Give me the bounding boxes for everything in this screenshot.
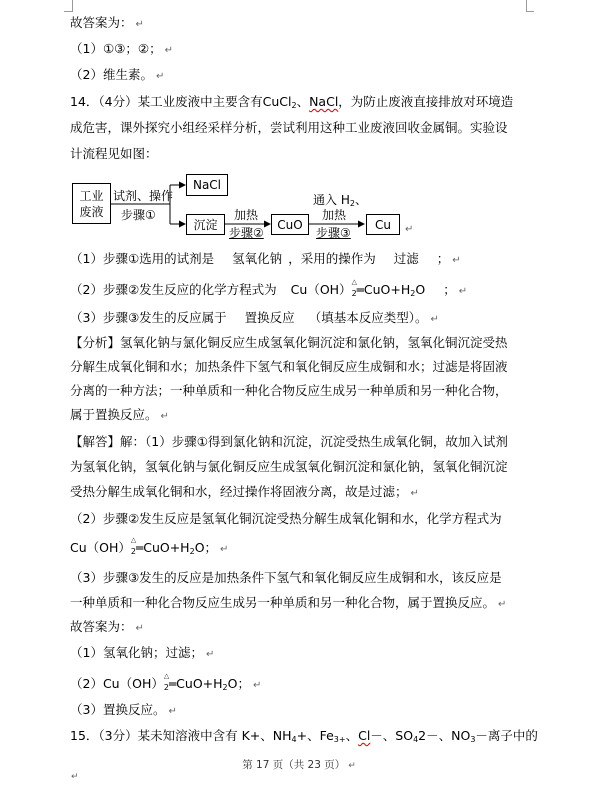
heating-equals-sign: △ $_2$═	[130, 536, 144, 556]
answer-step1: （1）步骤①选用的试剂是 氢氧化钠 ，采用的操作为 过滤 ； ↵	[70, 251, 461, 266]
paragraph-mark-icon: ↵	[160, 411, 169, 422]
analysis-line: 【分析】氢氧化钠与氯化铜反应生成氢氧化铜沉淀和氯化钠，氢氧化铜沉淀受热	[70, 335, 508, 350]
heating-equals-sign: △ $_2$═	[351, 278, 364, 298]
paragraph-mark-icon: ↵	[452, 255, 461, 266]
solution-line: 一种单质和一种化合物反应生成另一种单质和另一种化合物，属于置换反应。 ↵	[70, 595, 507, 610]
solution-equation: Cu（OH） △ $_2═CuO+H_2O$； ↵	[70, 539, 228, 561]
text-line: 计流程见如图：	[70, 146, 158, 161]
final-answer-3: （3）置换反应。 ↵	[70, 702, 177, 717]
solution-line: 受热分解生成氧化铜和水，经过操作将固液分离，故是过滤； ↵	[70, 484, 419, 499]
page-footer: 第 17 页（共 23 页） ↵	[242, 759, 356, 771]
text-line: 成危害，课外探究小组经采样分析，尝试利用这种工业废液回收金属铜。实验设	[70, 120, 508, 135]
solution-line: 为氢氧化钠，氢氧化钠与氯化铜反应生成氢氧化铜沉淀和氯化钠，氢氧化铜沉淀	[70, 459, 508, 474]
solution-line: 【解答】解：（1）步骤①得到氯化钠和沉淀，沉淀受热生成氧化铜，故加入试剂	[70, 434, 508, 449]
step3-label: 步骤③	[316, 226, 351, 240]
question-14-title: 14．（4分）某工业废液中主要含有CuCl$_2$、NaCl，为防止废液直接排放对环境造	[70, 94, 514, 110]
heat-label: 加热	[234, 208, 259, 222]
heat2-label: 加热	[322, 208, 347, 222]
analysis-line: 分离的一种方法；一种单质和一种化合物反应生成另一种单质和另一种化合物，	[70, 383, 508, 398]
analysis-line: 分解生成氧化铜和水；加热条件下氢气和氧化铜反应生成铜和水；过滤是将固液	[70, 359, 508, 374]
paragraph-mark-icon: ↵	[430, 314, 439, 325]
step1-label: 步骤①	[121, 208, 156, 222]
question-15-title: 15．（3分）某未知溶液中含有 K+、$NH_4+$、$Fe_{3+}$、Cl－、$SO_42-$、$NO_3-$离子中的	[70, 728, 538, 744]
precipitate-box: 沉淀	[186, 214, 225, 235]
answer-step2: （2）步骤②发生反应的化学方程式为 Cu（OH） △ $_2═CuO+H_2O$ ； ↵	[70, 281, 467, 303]
paragraph-mark-icon: ↵	[410, 488, 419, 499]
text-line: 故答案为： ↵	[70, 15, 144, 30]
paragraph-mark-icon: ↵	[458, 286, 468, 297]
final-answer-1: （1）氢氧化钠；过滤； ↵	[70, 645, 215, 660]
answer-step3: （3）步骤③发生的反应属于 置换反应 （填基本反应类型）。 ↵	[70, 310, 439, 325]
text-line: （1）①③；②； ↵	[70, 41, 173, 56]
step2-label: 步骤②	[229, 226, 264, 240]
paragraph-mark-icon: ↵	[168, 706, 177, 717]
paragraph-mark-icon: ↵	[155, 71, 165, 82]
text-line: （2）维生素。 ↵	[70, 67, 165, 82]
paragraph-mark-icon: ↵	[135, 623, 144, 634]
final-answer-2: （2）Cu（OH） △ $_2═CuO+H_2O$； ↵	[70, 675, 261, 697]
paragraph-mark-icon: ↵	[220, 544, 229, 555]
waste-liquid-box: 工业 废液	[72, 183, 111, 224]
page-end-mark: ↵	[71, 772, 79, 782]
paragraph-mark-icon: ↵	[164, 45, 173, 56]
paragraph-mark-icon: ↵	[135, 19, 144, 30]
paragraph-mark-icon: ↵	[498, 599, 507, 610]
paragraph-mark-icon: ↵	[205, 649, 215, 660]
cu-box: Cu	[366, 214, 400, 235]
final-answer-title: 故答案为： ↵	[70, 619, 144, 634]
solution-line: （3）步骤③发生的反应是加热条件下氢气和氧化铜反应生成铜和水，该反应是	[70, 570, 502, 585]
cuo-box: CuO	[271, 214, 309, 235]
reagent-label: 试剂、操作	[113, 189, 174, 203]
paragraph-mark-icon: ↵	[252, 680, 262, 691]
heating-equals-sign: △ $_2$═	[163, 672, 177, 692]
analysis-line: 属于置换反应。 ↵	[70, 407, 169, 422]
paragraph-mark-icon: ↵	[405, 224, 414, 235]
solution-line: （2）步骤②发生反应是氢氧化铜沉淀受热分解生成氧化铜和水，化学方程式为	[70, 511, 502, 526]
paragraph-mark-icon: ↵	[348, 761, 356, 771]
nacl-box: NaCl	[186, 174, 228, 196]
h2-label: 通入 $H_2$、	[313, 193, 367, 208]
